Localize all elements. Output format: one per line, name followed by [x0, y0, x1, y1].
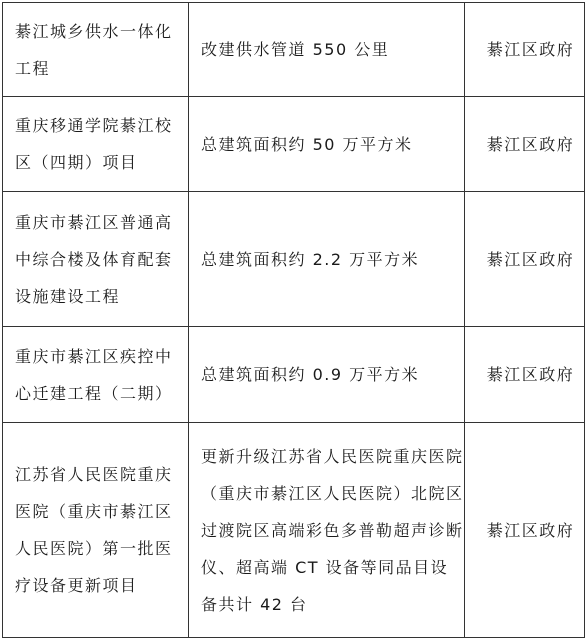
- responsible-unit-cell: 綦江区政府: [465, 3, 585, 97]
- table-row: [3, 423, 585, 638]
- responsible-unit-cell: 綦江区政府: [465, 97, 585, 192]
- project-name-cell: 重庆市綦江区疾控中心迁建工程（二期）: [3, 327, 189, 423]
- project-name-cell: 江苏省人民医院重庆医院（重庆市綦江区人民医院）第一批医疗设备更新项目: [3, 423, 189, 638]
- construction-content-cell: 总建筑面积约 50 万平方米: [189, 97, 465, 192]
- construction-content-cell: 更新升级江苏省人民医院重庆医院（重庆市綦江区人民医院）北院区过渡院区高端彩色多普勒超声诊断仪、超高端 CT 设备等同品目设备共计 42 台: [189, 423, 465, 638]
- table-row: [3, 327, 585, 423]
- table-row: [3, 3, 585, 97]
- responsible-unit-cell: 綦江区政府: [465, 327, 585, 423]
- table-row: [3, 97, 585, 192]
- project-name-cell: 綦江城乡供水一体化工程: [3, 3, 189, 97]
- project-name-cell: 重庆市綦江区普通高中综合楼及体育配套设施建设工程: [3, 192, 189, 327]
- construction-content-cell: 改建供水管道 550 公里: [189, 3, 465, 97]
- project-table: [2, 2, 585, 638]
- project-table-body: [3, 3, 585, 638]
- construction-content-cell: 总建筑面积约 0.9 万平方米: [189, 327, 465, 423]
- responsible-unit-cell: 綦江区政府: [465, 192, 585, 327]
- construction-content-cell: 总建筑面积约 2.2 万平方米: [189, 192, 465, 327]
- project-name-cell: 重庆移通学院綦江校区（四期）项目: [3, 97, 189, 192]
- table-row: [3, 192, 585, 327]
- responsible-unit-cell: 綦江区政府: [465, 423, 585, 638]
